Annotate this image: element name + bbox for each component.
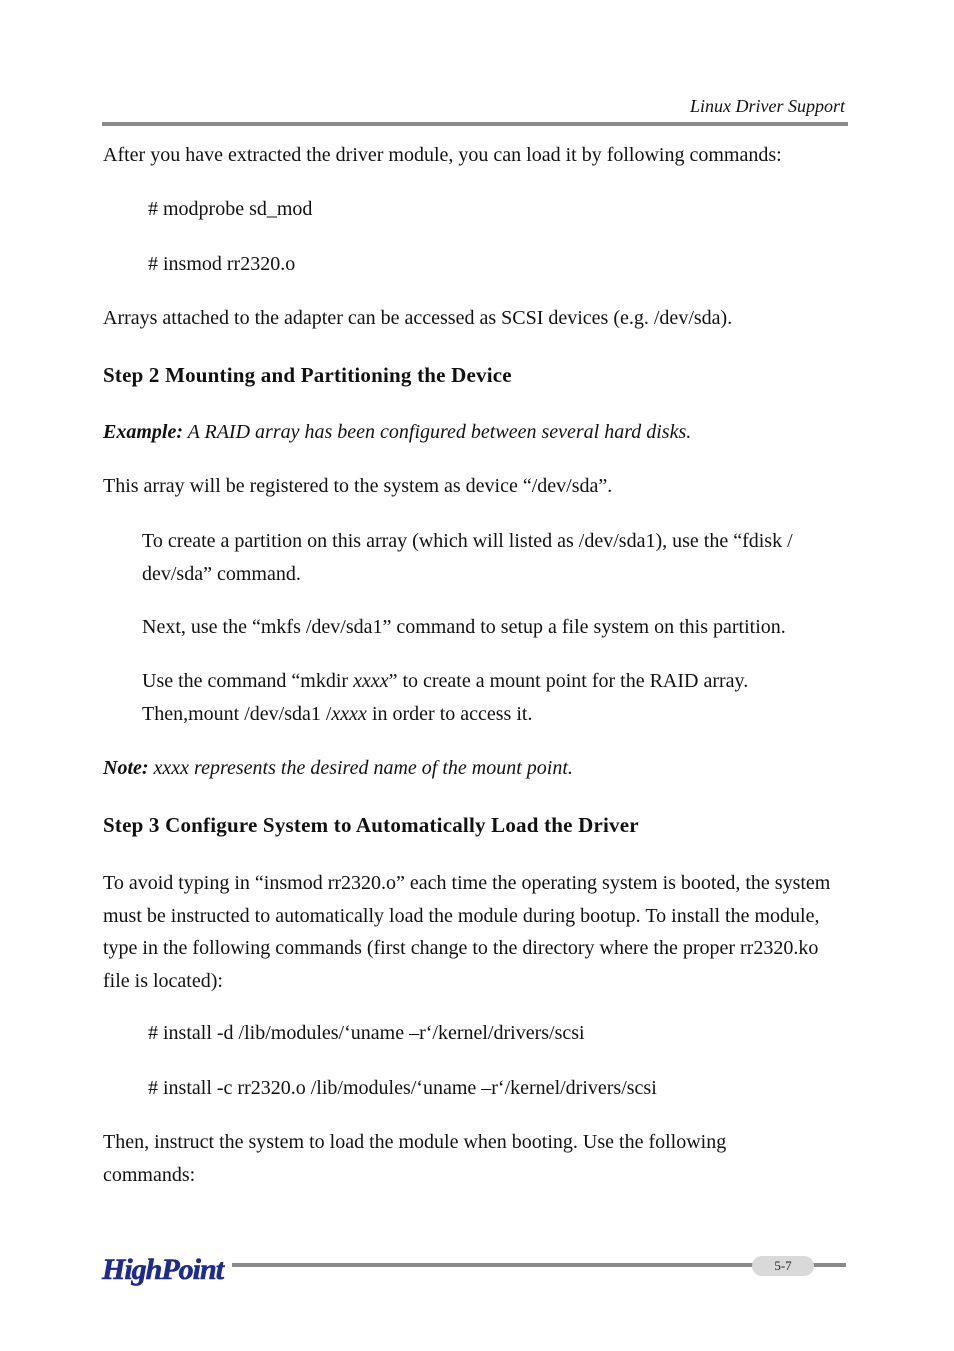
mount-line: [142, 698, 532, 731]
command-install-module: # install -c rr2320.o /lib/modules/‘uname –r‘/kernel/drivers/scsi: [148, 1077, 657, 1099]
mount-post: in order to access it.: [366, 703, 533, 725]
mount-pre: Then,mount /dev/sda1 /: [142, 703, 332, 725]
highpoint-logo: [100, 1247, 228, 1289]
mkdir-line: [142, 665, 748, 698]
page-number: 5-7: [752, 1256, 814, 1276]
example-paragraph: [103, 416, 691, 449]
note-text: xxxx represents the desired name of the mount point.: [148, 757, 573, 779]
command-install-dir: # install -d /lib/modules/‘uname –r‘/kernel/drivers/scsi: [148, 1022, 585, 1044]
partition-paragraph: To create a partition on this array (which will listed as /dev/sda1), use the “fdisk / dev/sda” command.: [142, 530, 793, 585]
step2-heading: Step 2 Mounting and Partitioning the Device: [103, 363, 512, 387]
mount-var: xxxx: [331, 703, 367, 725]
avoid-paragraph: To avoid typing in “insmod rr2320.o” each time the operating system is booted, the system must be instructed to automatically load the module during bootup. To install the module, type in the following commands (first change to the directory where the proper rr2320.ko file is located):: [103, 872, 831, 992]
running-header: Linux Driver Support: [690, 96, 845, 116]
step3-heading: Step 3 Configure System to Automatically Load the Driver: [103, 813, 639, 837]
registered-paragraph: This array will be registered to the system as device “/dev/sda”.: [103, 475, 613, 497]
header-rule: [102, 122, 848, 126]
mkdir-post: ” to create a mount point for the RAID array.: [388, 670, 749, 692]
intro-paragraph: After you have extracted the driver module, you can load it by following commands:: [103, 144, 782, 166]
example-label: Example:: [103, 421, 183, 443]
command-insmod: # insmod rr2320.o: [148, 253, 296, 275]
mkdir-pre: Use the command “mkdir: [142, 670, 354, 692]
arrays-paragraph: Arrays attached to the adapter can be accessed as SCSI devices (e.g. /dev/sda).: [103, 307, 733, 329]
logo-text: HighPoint: [102, 1253, 224, 1286]
example-text: A RAID array has been configured between several hard disks.: [183, 421, 692, 443]
note-paragraph: [103, 752, 573, 785]
mkdir-var: xxxx: [353, 670, 389, 692]
note-label: Note:: [103, 757, 149, 779]
then-paragraph: Then, instruct the system to load the module when booting. Use the following commands:: [103, 1131, 727, 1186]
command-modprobe: # modprobe sd_mod: [148, 198, 313, 220]
mkfs-paragraph: Next, use the “mkfs /dev/sda1” command to setup a file system on this partition.: [142, 616, 786, 638]
